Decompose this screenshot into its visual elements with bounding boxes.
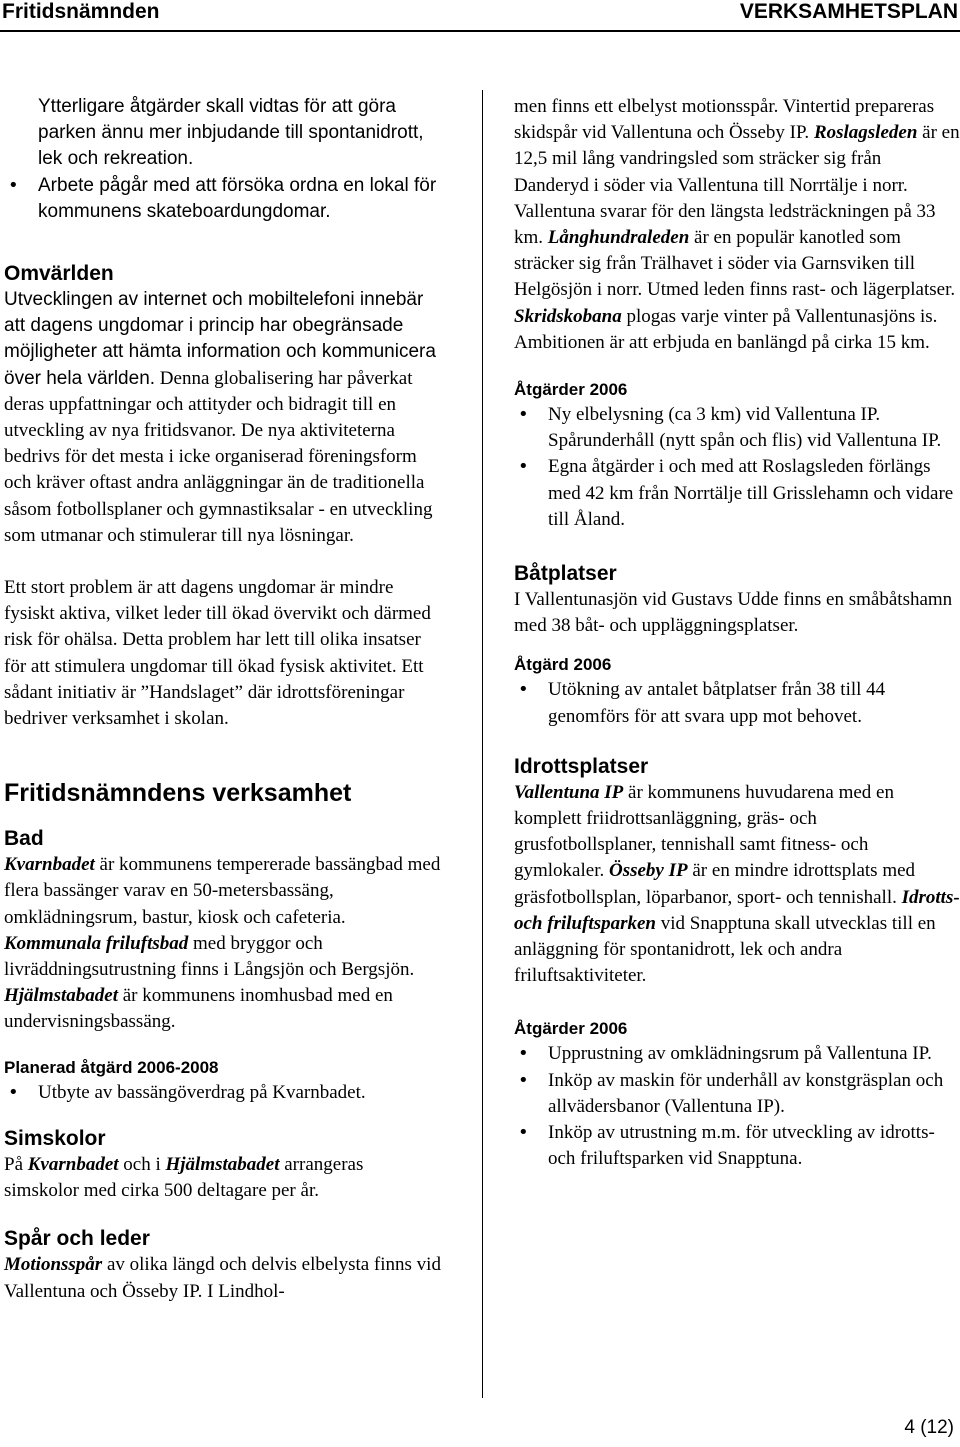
emphasis: Kvarnbadet xyxy=(4,854,95,876)
emphasis: Kommunala friluftsbad xyxy=(4,932,189,954)
emphasis: Idrotts- och friluftsparken xyxy=(514,886,960,934)
omvarlden-text-a: Utvecklingen av internet och mobiltelefoni innebär att dagens ungdomar i princip har obegränsade möjligheter att hämta information och kommunicera över hela världen. xyxy=(4,289,436,389)
text: av olika längd och delvis elbelysta finns vid Vallentuna och Össeby IP. I Lindhol- xyxy=(4,1254,441,1302)
header-rule xyxy=(0,30,960,32)
omvarlden-paragraph-2: Ett stort problem är att dagens ungdomar är mindre fysiskt aktiva, vilket leder till ökad övervikt och därmed risk för ohälsa. Detta problem har lett till olika insatser för att stimulera ungdomar till ökad fysisk aktivitet. Ett sådant initiativ är ”Handslaget” där idrottsföreningar bedriver verksamhet i skolan. xyxy=(4,577,431,730)
intro-bullet-list xyxy=(4,173,442,225)
header-document-type: VERKSAMHETSPLAN xyxy=(739,0,958,23)
list-item: • Upprustning av omklädningsrum på Vallentuna IP. xyxy=(514,1041,960,1067)
section-title-verksamhet: Fritidsnämndens verksamhet xyxy=(4,779,352,808)
omvarlden-paragraph-1 xyxy=(4,287,442,549)
column-divider xyxy=(482,90,483,1398)
text: är en mindre idrottsplats med gräsfotbollsplan, löparbanor, sport- och tennishall. xyxy=(514,860,916,908)
text: vid Snapptuna skall utvecklas till en anläggning för spontanidrott, lek och andra friluftsaktiviteter. xyxy=(514,912,936,987)
list-item: • Inköp av utrustning m.m. för utveckling av idrotts- och friluftsparken vid Snapptuna. xyxy=(514,1120,960,1172)
batplatser-paragraph: I Vallentunasjön vid Gustavs Udde finns en småbåtshamn med 38 båt- och uppläggningsplatser. xyxy=(514,589,953,637)
text: men finns ett elbelyst motionsspår. Vintertid prepareras skidspår vid Vallentuna och Össeby IP. xyxy=(514,96,935,144)
section-heading-atgarder-spar: Åtgärder 2006 xyxy=(514,380,628,400)
page-number: 4 (12) xyxy=(904,1417,954,1438)
section-heading-atgard-bat: Åtgärd 2006 xyxy=(514,655,612,675)
list-item: • Ny elbelysning (ca 3 km) vid Vallentuna IP. Spårunderhåll (nytt spån och flis) vid Vallentuna IP. xyxy=(514,402,960,454)
section-heading-bad: Bad xyxy=(4,827,44,851)
text: På xyxy=(4,1153,28,1175)
spar-paragraph-start xyxy=(4,1252,442,1304)
section-heading-spar: Spår och leder xyxy=(4,1227,150,1251)
text: är en populär kanotled som sträcker sig från Trälhavet i söder via Garnsviken till Helgösjön i norr. Utmed leden finns rast- och lägerplatser. xyxy=(514,227,956,301)
section-heading-atgarder-idrott: Åtgärder 2006 xyxy=(514,1019,628,1039)
intro-paragraph: Ytterligare åtgärder skall vidtas för att göra parken ännu mer inbjudande till spontanidrott, lek och rekreation. xyxy=(38,96,424,170)
emphasis: Vallentuna IP xyxy=(514,781,624,803)
text: och i xyxy=(118,1153,166,1175)
emphasis: Långhundraleden xyxy=(547,227,690,249)
omvarlden-text-b: Denna globalisering har påverkat deras uppfattningar och attityder och bidragit till en utveckling av nya fritidsvanor. De nya aktiviteterna bedrivs för det mesta i icke organiserad föreningsform och kräver oftast andra anläggningar än de traditionella såsom fotbollsplaner och gymnastiksalar - en utveckling som utmanar och stimulerar till nya lösningar. xyxy=(4,367,433,546)
emphasis: Össeby IP xyxy=(608,860,688,882)
emphasis: Roslagsleden xyxy=(813,122,918,144)
emphasis: Motionsspår xyxy=(4,1254,103,1276)
text: är en 12,5 mil lång vandringsled som sträcker sig från Danderyd i söder via Vallentuna till Norrtälje i norr. Vallentuna svarar för den längsta ledsträckningen på 33 km. xyxy=(514,122,960,249)
spar-paragraph-continued xyxy=(514,94,960,356)
header-department: Fritidsnämnden xyxy=(2,0,160,23)
emphasis: Skridskobana xyxy=(514,305,622,327)
text: är kommunens inomhusbad med en undervisningsbassäng. xyxy=(4,985,393,1033)
emphasis: Hjälmstabadet xyxy=(4,985,118,1007)
list-item: • Utökning av antalet båtplatser från 38 till 44 genomförs för att svara upp mot behovet. xyxy=(514,677,960,729)
list-item: • Utbyte av bassängöverdrag på Kvarnbadet. xyxy=(4,1080,442,1106)
planerad-bullet-list xyxy=(4,1080,442,1106)
section-heading-simskolor: Simskolor xyxy=(4,1126,106,1150)
list-item: • Arbete pågår med att försöka ordna en lokal för kommunens skateboardungdomar. xyxy=(4,173,442,225)
idrottsplatser-paragraph xyxy=(514,780,960,990)
text: med bryggor och livräddningsutrustning finns i Långsjön och Bergsjön. xyxy=(4,932,415,981)
bad-paragraph xyxy=(4,852,442,1035)
list-item: • Egna åtgärder i och med att Roslagsleden förlängs med 42 km från Norrtälje till Grisslehamn och vidare till Åland. xyxy=(514,454,960,533)
atgarder-idrott-list xyxy=(514,1041,960,1172)
text: plogas varje vinter på Vallentunasjöns is. Ambitionen är att erbjuda en banlängd på cirka 15 km. xyxy=(514,305,938,353)
emphasis: Kvarnbadet xyxy=(27,1153,119,1175)
left-column xyxy=(4,94,442,1305)
text: är kommunens tempererade bassängbad med flera bassänger varav en 50-metersbassäng, omklädningsrum, bastur, kiosk och cafeteria. xyxy=(4,854,441,928)
emphasis: Hjälmstabadet xyxy=(165,1153,280,1175)
right-column xyxy=(514,94,960,1173)
section-heading-planerad: Planerad åtgärd 2006-2008 xyxy=(4,1057,219,1077)
section-heading-batplatser: Båtplatser xyxy=(514,562,617,586)
atgard-bat-list xyxy=(514,677,960,729)
section-heading-omvarlden: Omvärlden xyxy=(4,262,114,286)
simskolor-paragraph xyxy=(4,1152,442,1204)
page-header xyxy=(0,0,960,26)
list-item: • Inköp av maskin för underhåll av konstgräsplan och allvädersbanor (Vallentuna IP). xyxy=(514,1068,960,1120)
section-heading-idrottsplatser: Idrottsplatser xyxy=(514,754,649,778)
text: arrangeras simskolor med cirka 500 deltagare per år. xyxy=(4,1153,364,1202)
atgarder-spar-list xyxy=(514,402,960,533)
text: är kommunens huvudarena med en komplett friidrottsanläggning, gräs- och grusfotbollsplaner, tennishall samt fitness- och gymlokaler. xyxy=(514,781,894,882)
